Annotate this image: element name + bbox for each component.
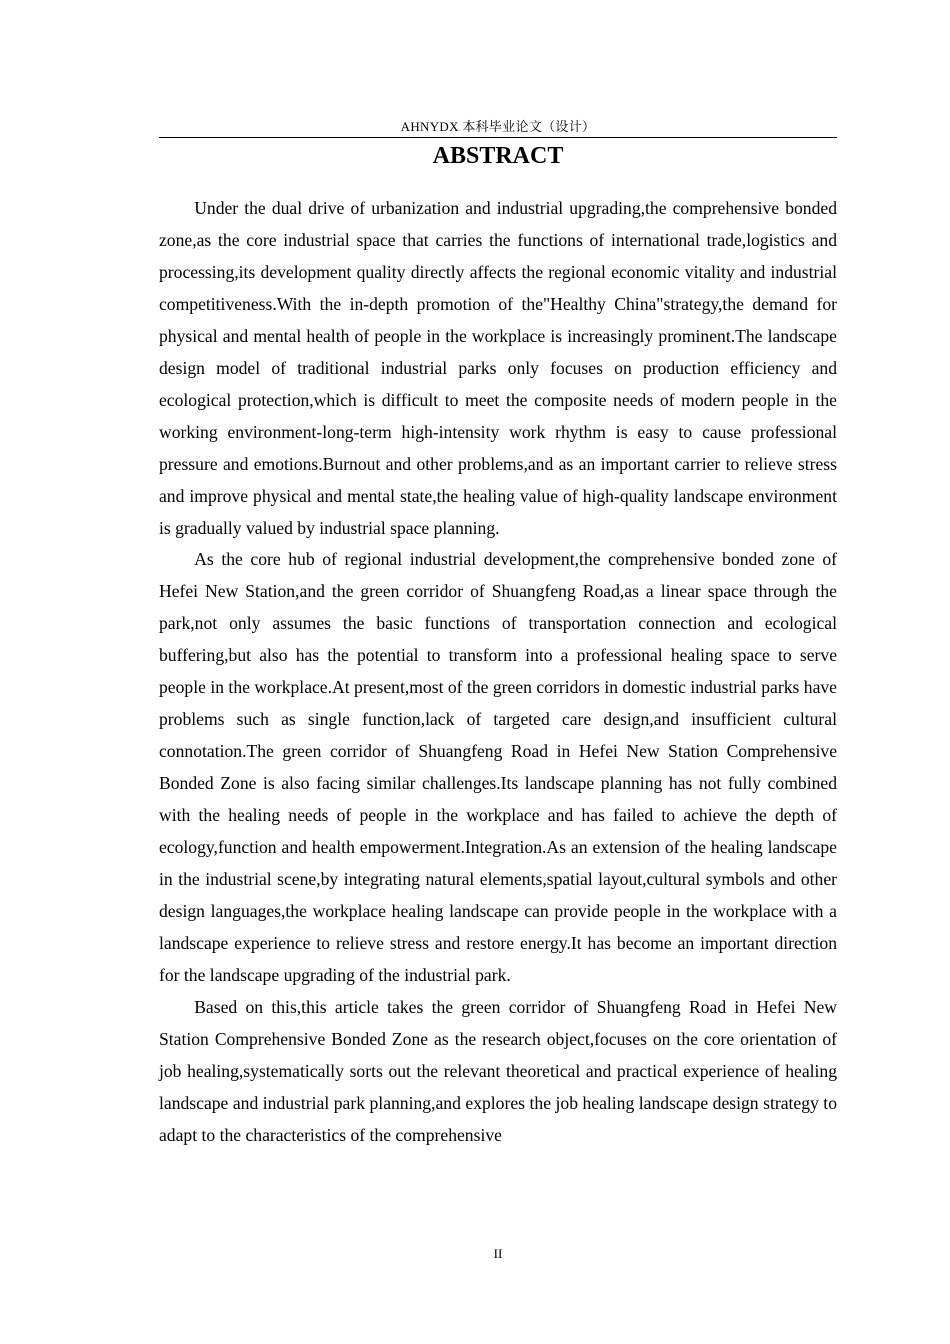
paragraph-1: Under the dual drive of urbanization and industrial upgrading,the comprehensive bonded zone,as the core industrial space that carries the functions of international trade,logistics and processing,its development quality directly affects the regional economic vitality and industrial competitiveness.With the in-depth promotion of the"Healthy China"strategy,the demand for physical and mental health of people in the workplace is increasingly prominent.The landscape design model of traditional industrial parks only focuses on production efficiency and ecological protection,which is difficult to meet the composite needs of modern people in the working environment-long-term high-intensity work rhythm is easy to cause professional pressure and emotions.Burnout and other problems,and as an important carrier to relieve stress and improve physical and mental state,the healing value of high-quality landscape environment is gradually valued by industrial space planning. xyxy=(159,198,837,538)
abstract-title: ABSTRACT xyxy=(432,143,564,169)
paragraph-2: As the core hub of regional industrial development,the comprehensive bonded zone of Hefei New Station,and the green corridor of Shuangfeng Road,as a linear space through the park,not only assumes the basic functions of transportation connection and ecological buffering,but also has the potential to transform into a professional healing space to serve people in the workplace.At present,most of the green corridors in domestic industrial parks have problems such as single function,lack of targeted care design,and insufficient cultural connotation.The green corridor of Shuangfeng Road in Hefei New Station Comprehensive Bonded Zone is also facing similar challenges.Its landscape planning has not fully combined with the healing needs of people in the workplace and has failed to achieve the depth of ecology,function and health empowerment.Integration.As an extension of the healing landscape in the industrial scene,by integrating natural elements,spatial layout,cultural symbols and other design languages,the workplace healing landscape can provide people in the workplace with a landscape experience to relieve stress and restore energy.It has become an important direction for the landscape upgrading of the industrial park. xyxy=(159,549,837,985)
page-number: II xyxy=(493,1246,503,1261)
header-rule xyxy=(159,137,837,138)
paragraph-3: Based on this,this article takes the green corridor of Shuangfeng Road in Hefei New Station Comprehensive Bonded Zone as the research object,focuses on the core orientation of job healing,systematically sorts out the relevant theoretical and practical experience of healing landscape and industrial park planning,and explores the job healing landscape design strategy to adapt to the characteristics of the comprehensive xyxy=(159,996,837,1145)
running-header: AHNYDX 本科毕业论文（设计） xyxy=(400,119,596,134)
abstract-body xyxy=(159,193,837,1152)
